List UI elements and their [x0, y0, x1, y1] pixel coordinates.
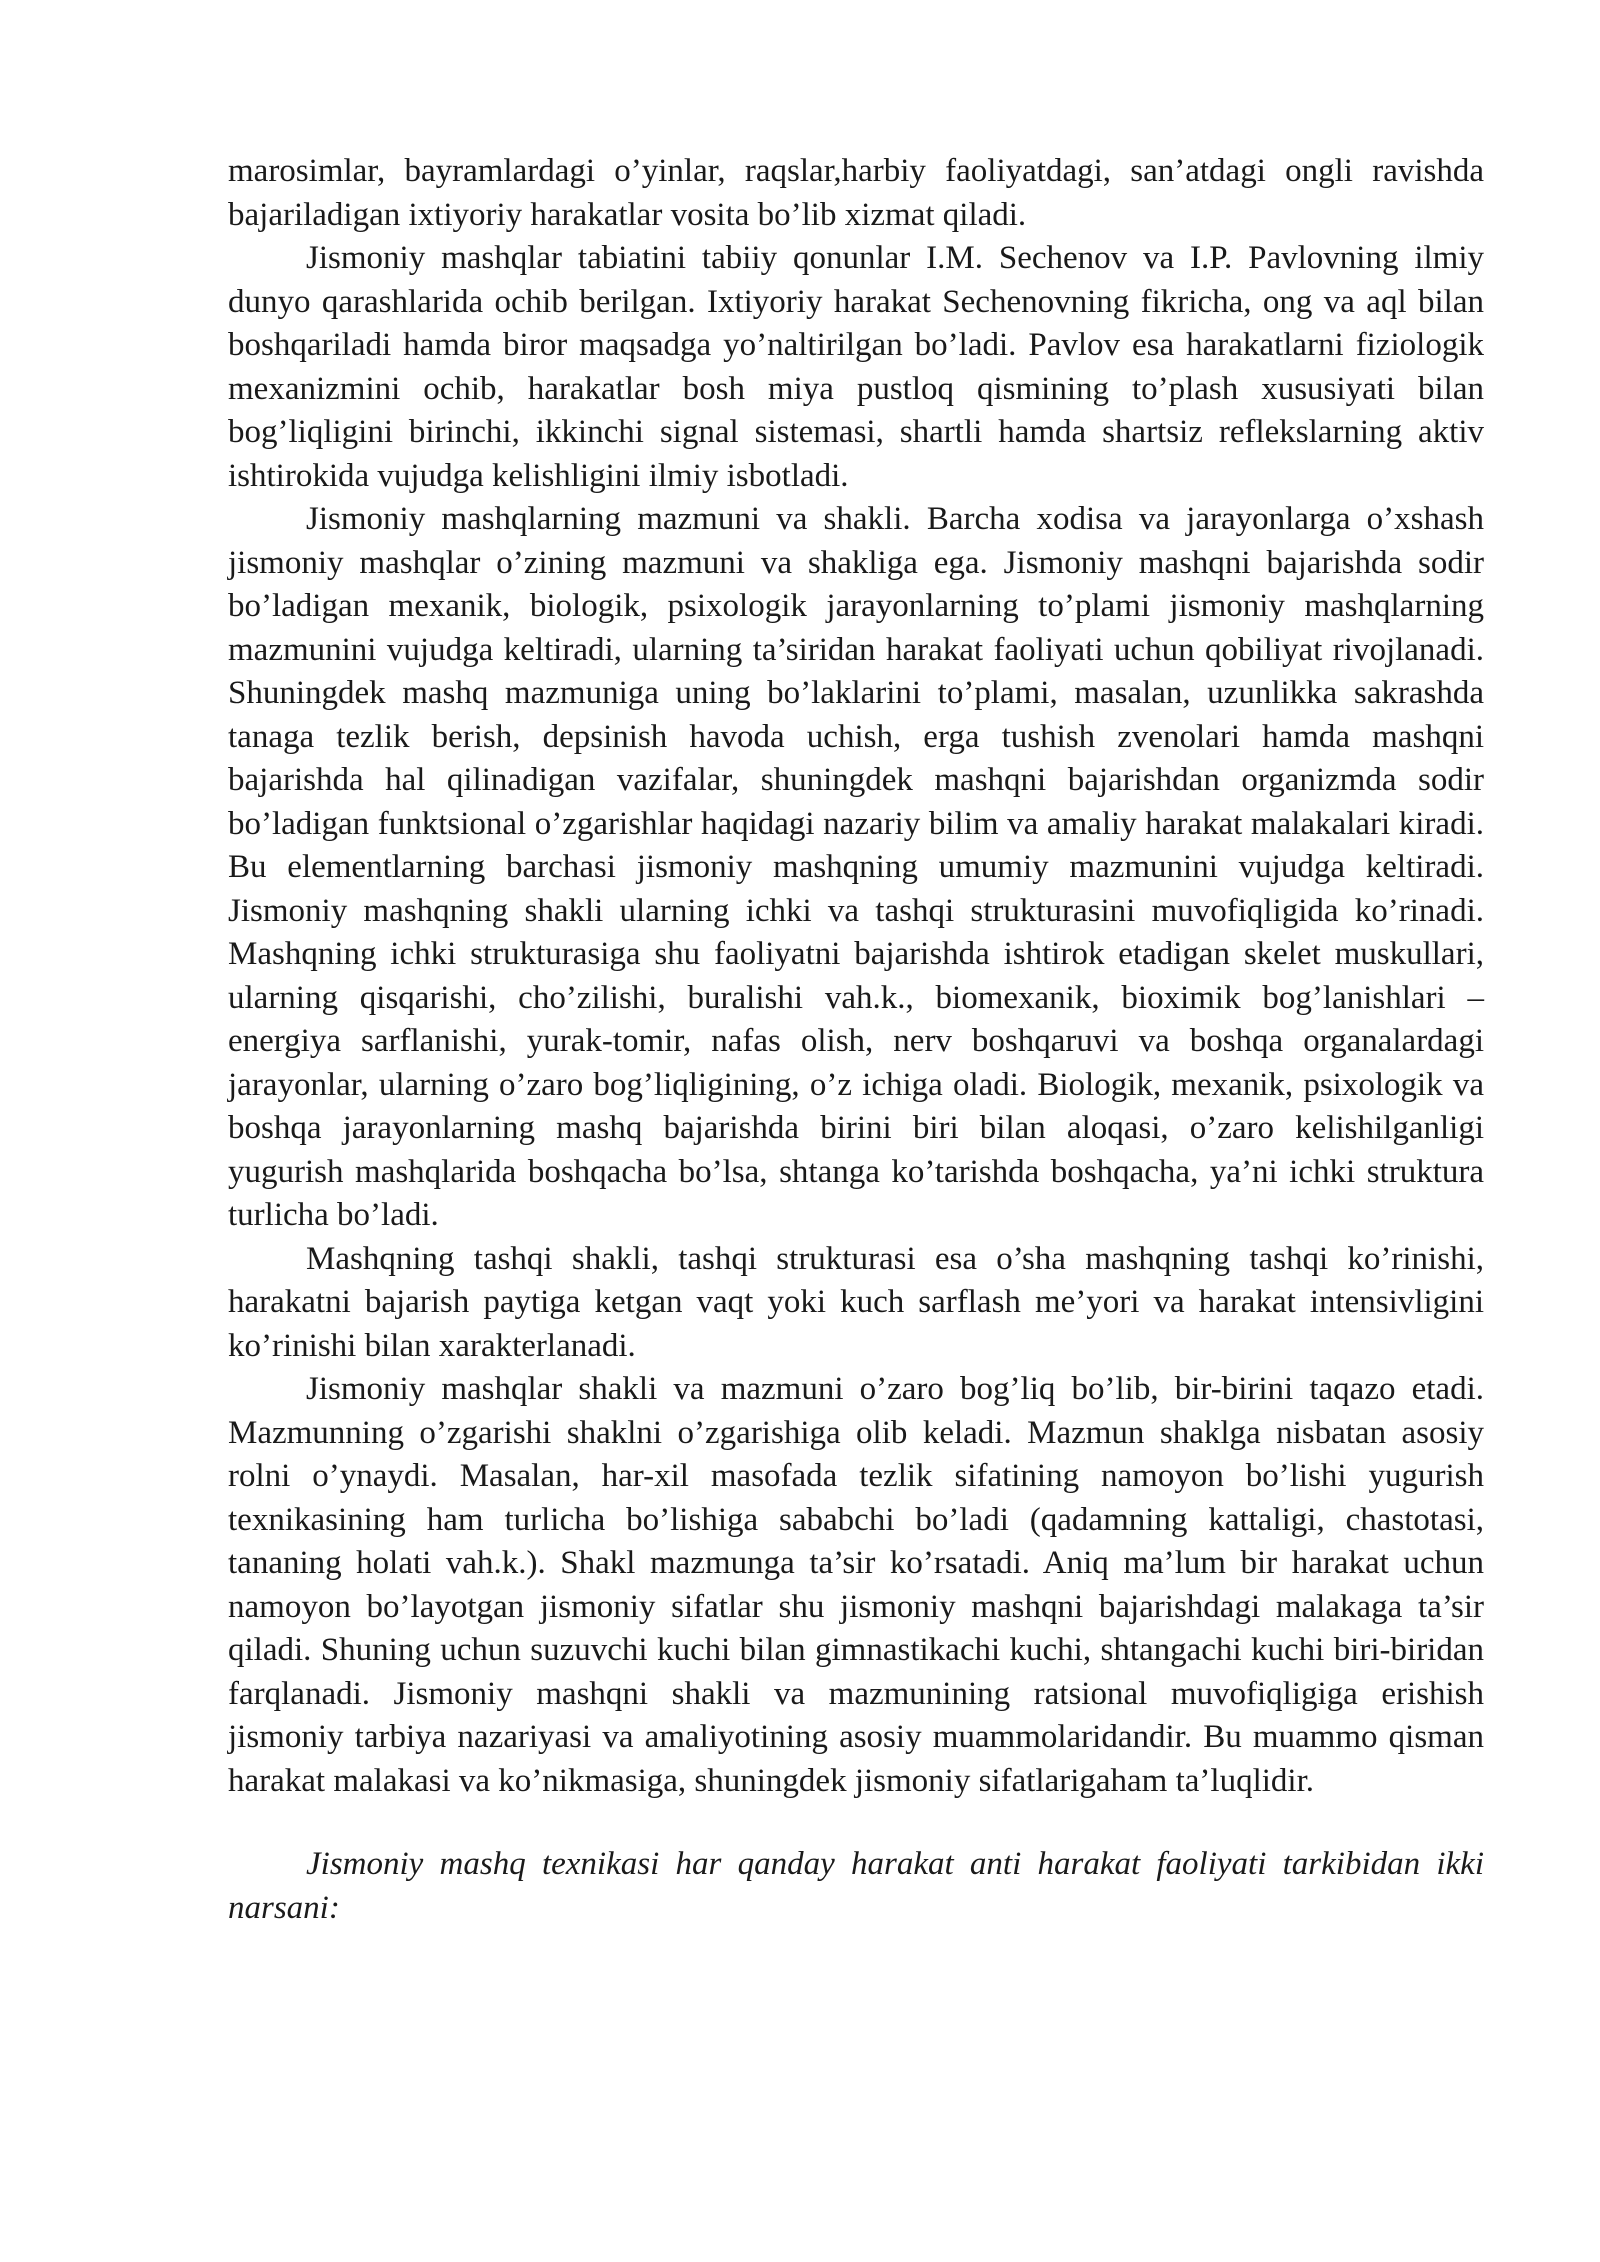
- paragraph-form-content-relation: Jismoniy mashqlar shakli va mazmuni o’zaro bog’liq bo’lib, bir-birini taqazo etadi. Mazmunning o’zgarishi shaklni o’zgarishiga olib keladi. Mazmun shaklga nisbatan asosiy rolni o’ynaydi. Masalan, har-xil masofada tezlik sifatining namoyon bo’lishi yugurish texnikasining ham turlicha bo’lishiga sababchi bo’ladi (qadamning kattaligi, chastotasi, tananing holati vah.k.). Shakl mazmunga ta’sir ko’rsatadi. Aniq ma’lum bir harakat uchun namoyon bo’layotgan jismoniy sifatlar shu jismoniy mashqni bajarishdagi malakaga ta’sir qiladi. Shuning uchun suzuvchi kuchi bilan gimnastikachi kuchi, shtangachi kuchi biri-biridan farqlanadi. Jismoniy mashqni shakli va mazmunining ratsional muvofiqligiga erishish jismoniy tarbiya nazariyasi va amaliyotining asosiy muammolaridandir. Bu muammo qisman harakat malakasi va ko’nikmasiga, shuningdek jismoniy sifatlarigaham ta’luqlidir.: [228, 1371, 1484, 1799]
- document-page: [228, 150, 1484, 1930]
- paragraph-content-and-form: Jismoniy mashqlarning mazmuni va shakli. Barcha xodisa va jarayonlarga o’xshash jismoniy mashqlar o’zining mazmuni va shakliga ega. Jismoniy mashqni bajarishda sodir bo’ladigan mexanik, biologik, psixologik jarayonlarning to’plami jismoniy mashqlarning mazmunini vujudga keltiradi, ularning ta’siridan harakat faoliyati uchun qobiliyat rivojlanadi. Shuningdek mashq mazmuniga uning bo’laklarini to’plami, masalan, uzunlikka sakrashda tanaga tezlik berish, depsinish havoda uchish, erga tushish zvenolari hamda mashqni bajarishda hal qilinadigan vazifalar, shuningdek mashqni bajarishdan organizmda sodir bo’ladigan funktsional o’zgarishlar haqidagi nazariy bilim va amaliy harakat malakalari kiradi. Bu elementlarning barchasi jismoniy mashqning umumiy mazmunini vujudga keltiradi. Jismoniy mashqning shakli ularning ichki va tashqi strukturasini muvofiqligida ko’rinadi. Mashqning ichki strukturasiga shu faoliyatni bajarishda ishtirok etadigan skelet muskullari, ularning qisqarishi, cho’zilishi, buralishi vah.k., biomexanik, bioximik bog’lanishlari – energiya sarflanishi, yurak-tomir, nafas olish, nerv boshqaruvi va boshqa organalardagi jarayonlar, ularning o’zaro bog’liqligining, o’z ichiga oladi. Biologik, mexanik, psixologik va boshqa jarayonlarning mashq bajarishda birini biri bilan aloqasi, o’zaro kelishilganligi yugurish mashqlarida boshqacha bo’lsa, shtanga ko’tarishda boshqacha, ya’ni ichki struktura turlicha bo’ladi.: [228, 501, 1484, 1233]
- paragraph-continuation: marosimlar, bayramlardagi o’yinlar, raqslar,harbiy faoliyatdagi, san’atdagi ongli ravishda bajariladigan ixtiyoriy harakatlar vosita bo’lib xizmat qiladi.: [228, 153, 1484, 233]
- paragraph-technique-italic: Jismoniy mashq texnikasi har qanday harakat anti harakat faoliyati tarkibidan ikki narsani:: [228, 1846, 1484, 1926]
- paragraph-external-form: Mashqning tashqi shakli, tashqi strukturasi esa o’sha mashqning tashqi ko’rinishi, harakatni bajarish paytiga ketgan vaqt yoki kuch sarflash me’yori va harakat intensivligini ko’rinishi bilan xarakterlanadi.: [228, 1240, 1484, 1364]
- paragraph-natural-laws: Jismoniy mashqlar tabiatini tabiiy qonunlar I.M. Sechenov va I.P. Pavlovning ilmiy dunyo qarashlarida ochib berilgan. Ixtiyoriy harakat Sechenovning fikricha, ong va aql bilan boshqariladi hamda biror maqsadga yo’naltirilgan bo’ladi. Pavlov esa harakatlarni fiziologik mexanizmini ochib, harakatlar bosh miya pustloq qismining to’plash xususiyati bilan bog’liqligini birinchi, ikkinchi signal sistemasi, shartli hamda shartsiz reflekslarning aktiv ishtirokida vujudga kelishligini ilmiy isbotladi.: [228, 240, 1484, 494]
